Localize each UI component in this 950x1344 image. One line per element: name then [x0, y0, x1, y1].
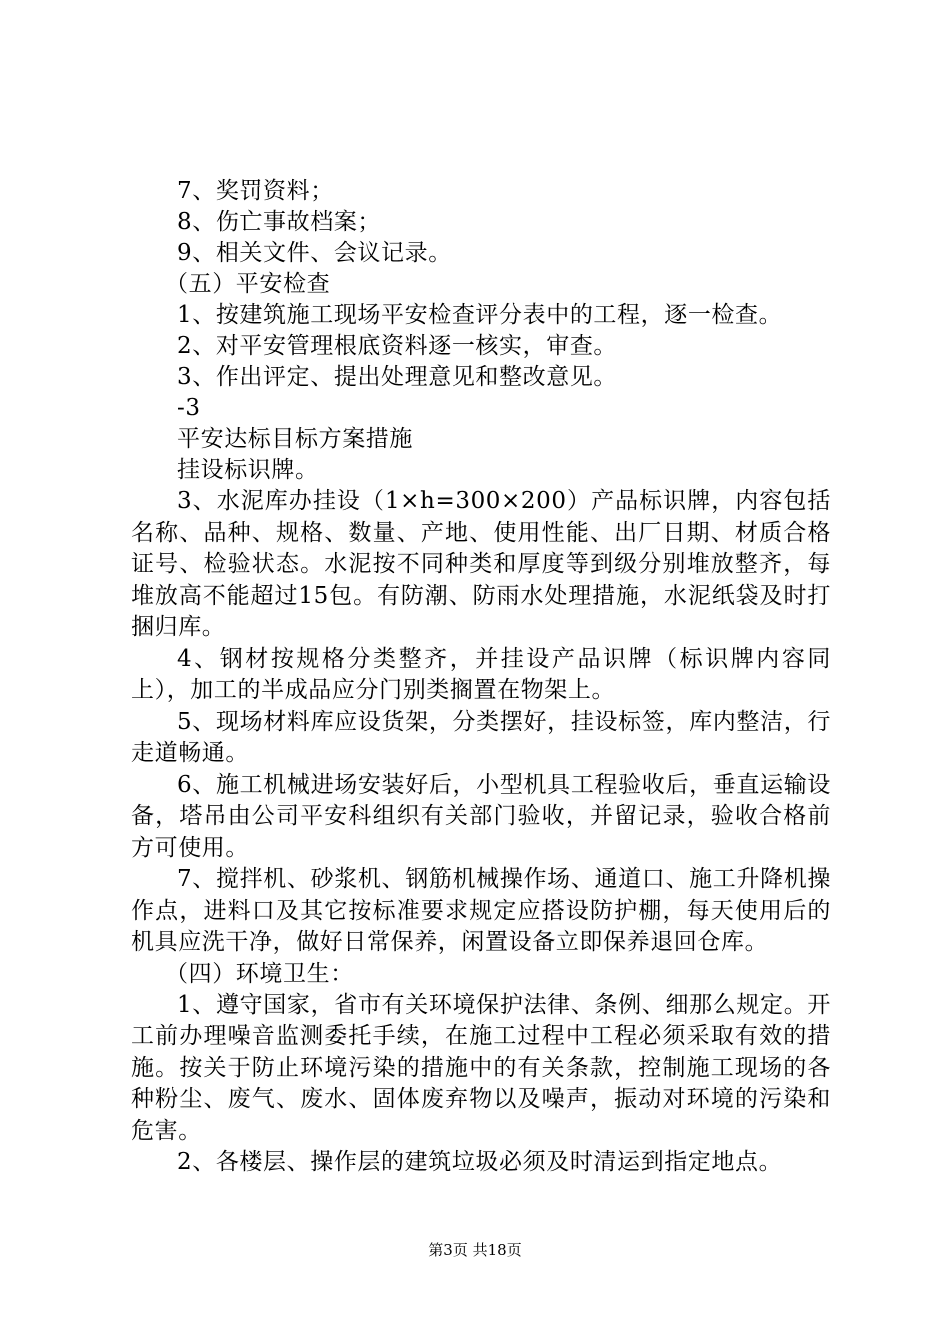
list-item: 挂设标识牌。 [177, 457, 319, 483]
paragraph: 7、搅拌机、砂浆机、钢筋机械操作场、通道口、施工升降机操作点，进料口及其它按标准要求规定应搭设防护棚，每天使用后的机具应洗干净，做好日常保养，闲置设备立即保养退回仓库。 [131, 866, 831, 955]
paragraph: 4、钢材按规格分类整齐，并挂设产品识牌（标识牌内容同上），加工的半成品应分门别类搁置在物架上。 [131, 645, 831, 703]
page-footer: 第3页 共18页 [428, 1241, 522, 1259]
section-heading-inspection: （五）平安检查 [165, 271, 331, 297]
section-title: 平安达标目标方案措施 [177, 426, 413, 452]
paragraph: 5、现场材料库应设货架，分类摆好，挂设标签，库内整洁，行走道畅通。 [131, 708, 831, 766]
list-item: 7、奖罚资料； [177, 178, 334, 204]
list-item: 2、对平安管理根底资料逐一核实，审查。 [177, 333, 618, 359]
paragraph: 1、遵守国家，省市有关环境保护法律、条例、细那么规定。开工前办理噪音监测委托手续，在施工过程中工程必须采取有效的措施。按关于防止环境污染的措施中的有关条款，控制施工现场的各种粉尘、废气、废水、固体废弃物以及噪声，振动对环境的污染和危害。 [131, 991, 831, 1144]
page-marker: -3 [177, 395, 201, 421]
list-item: 9、相关文件、会议记录。 [177, 240, 452, 266]
list-item: 1、按建筑施工现场平安检查评分表中的工程，逐一检查。 [177, 302, 783, 328]
paragraph: 6、施工机械进场安装好后，小型机具工程验收后，垂直运输设备，塔吊由公司平安科组织有关部门验收，并留记录，验收合格前方可使用。 [131, 771, 831, 861]
list-item: 8、伤亡事故档案； [177, 209, 382, 235]
paragraph: 2、各楼层、操作层的建筑垃圾必须及时清运到指定地点。 [177, 1149, 783, 1175]
document-body [131, 176, 831, 1179]
section-heading-environment: （四）环境卫生： [165, 960, 354, 987]
paragraph: 3、水泥库办挂设（1×h=300×200）产品标识牌，内容包括名称、品种、规格、数量、产地、使用性能、出厂日期、材质合格证号、检验状态。水泥按不同种类和厚度等到级分别堆放整齐，每堆放高不能超过15包。有防潮、防雨水处理措施，水泥纸袋及时打捆归库。 [131, 488, 831, 640]
list-item: 3、作出评定、提出处理意见和整改意见。 [177, 364, 618, 390]
